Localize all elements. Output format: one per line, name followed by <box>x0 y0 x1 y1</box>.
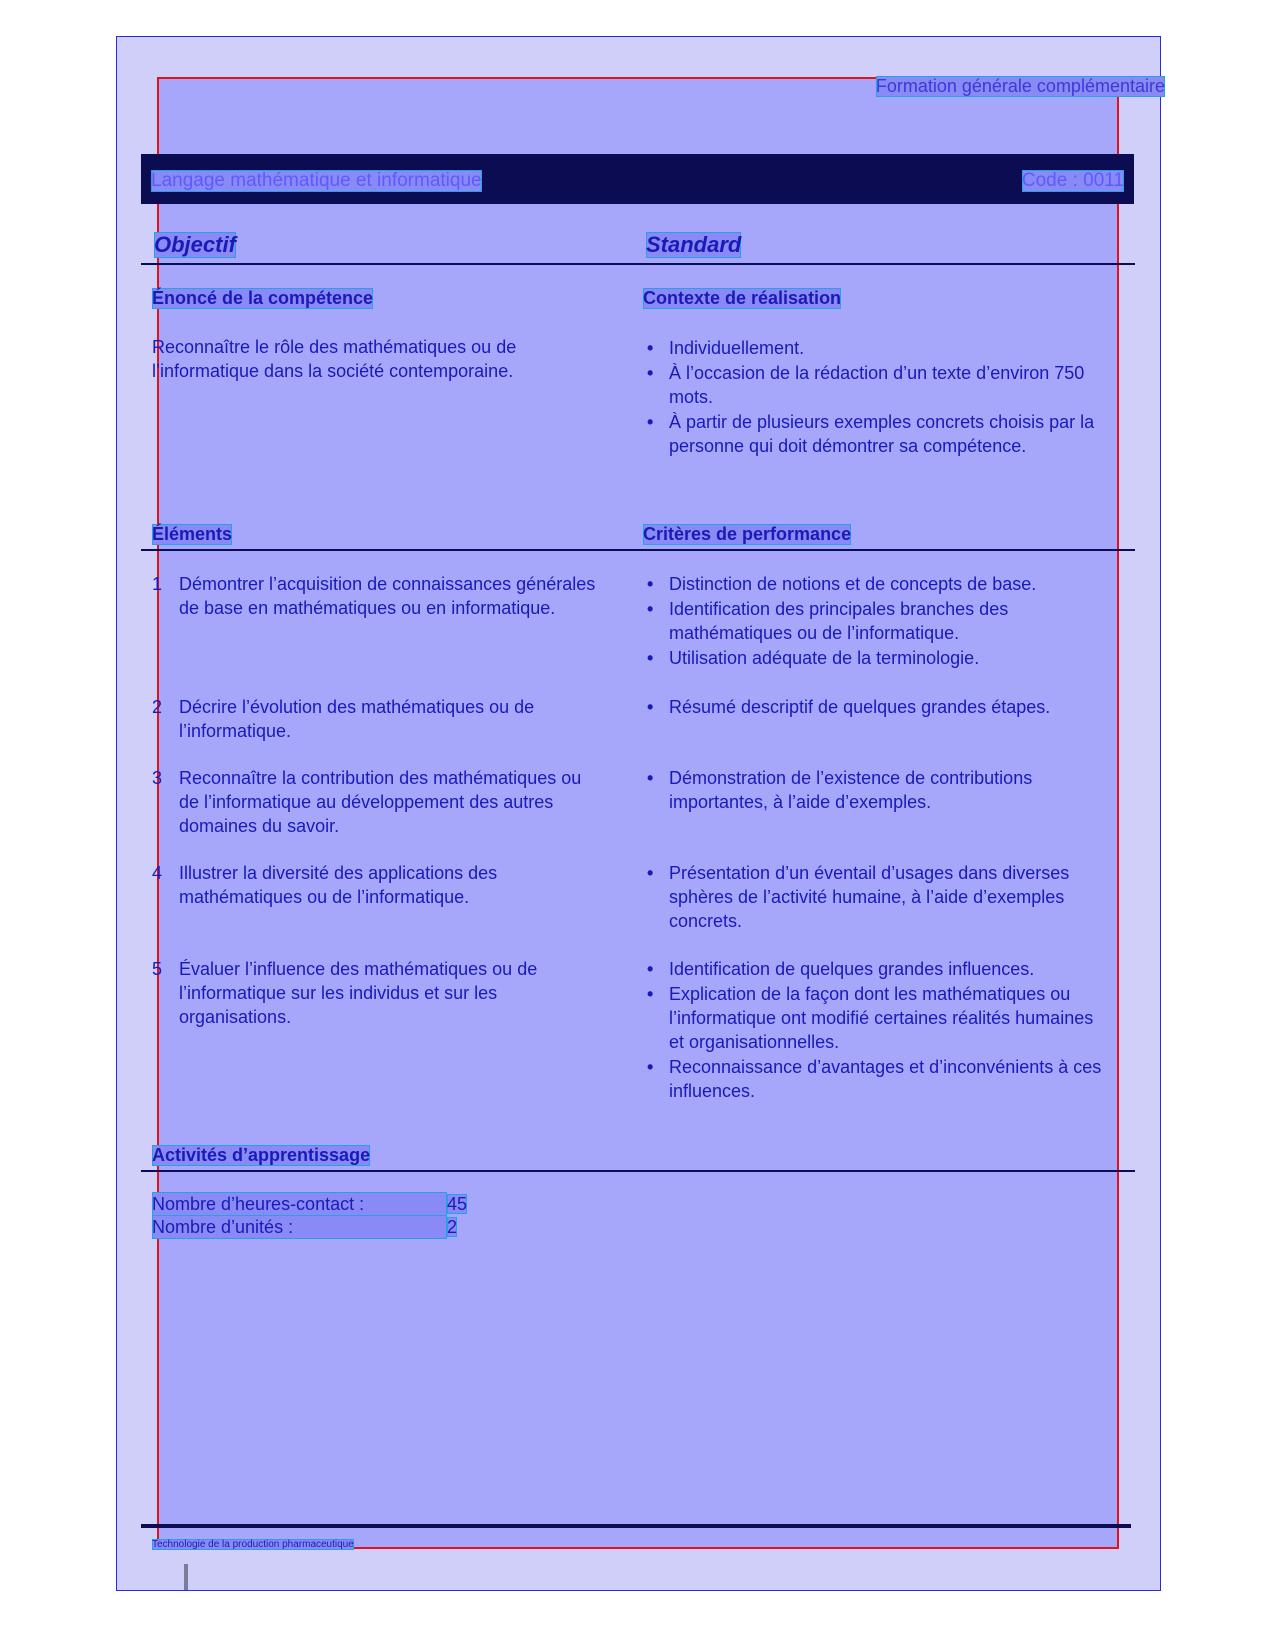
criteria-item: • Utilisation adéquate de la terminologie. <box>647 646 1107 670</box>
objectif-heading: Objectif <box>154 232 236 257</box>
contexte-item: • À partir de plusieurs exemples concrets choisis par la personne qui doit démontrer sa compétence. <box>647 410 1107 458</box>
contexte-item: • Individuellement. <box>647 336 1107 360</box>
contexte-list <box>647 336 1107 459</box>
criteria-item: • Présentation d’un éventail d’usages dans diverses sphères de l’activité humaine, à l’aide d’exemples concrets. <box>647 861 1107 933</box>
criteres-heading: Critères de performance <box>643 524 852 544</box>
units-label: Nombre d’unités : <box>152 1215 447 1239</box>
program-label: Formation générale complémentaire <box>875 76 1165 96</box>
element-text: Évaluer l’influence des mathématiques ou de l’informatique sur les individus et sur les organisations. <box>179 959 538 1027</box>
standard-heading: Standard <box>646 232 742 257</box>
element-item <box>152 957 602 1029</box>
element-item <box>152 861 602 909</box>
course-code: Code : 0011 <box>1021 170 1124 191</box>
criteria-list <box>647 957 1107 1104</box>
element-text: Décrire l’évolution des mathématiques ou de l’informatique. <box>179 697 535 741</box>
criteria-list <box>647 572 1107 671</box>
criteria-item: • Démonstration de l’existence de contributions importantes, à l’aide d’exemples. <box>647 766 1107 814</box>
element-text: Illustrer la diversité des applications des mathématiques ou de l’informatique. <box>179 863 498 907</box>
criteria-item: • Identification des principales branches des mathématiques ou de l’informatique. <box>647 597 1107 645</box>
element-number: 5 <box>152 959 163 979</box>
element-number: 3 <box>152 768 163 788</box>
element-text: Reconnaître la contribution des mathématiques ou de l’informatique au développement des autres domaines du savoir. <box>179 768 582 836</box>
element-item <box>152 766 602 838</box>
text-cursor <box>184 1564 188 1590</box>
title-bar <box>141 154 1134 204</box>
competence-text: Reconnaître le rôle des mathématiques ou de l’informatique dans la société contemporaine. <box>152 337 517 381</box>
element-item <box>152 572 602 620</box>
element-number: 2 <box>152 697 163 717</box>
criteria-item: • Résumé descriptif de quelques grandes étapes. <box>647 695 1107 719</box>
criteria-item: • Distinction de notions et de concepts de base. <box>647 572 1107 596</box>
divider-1 <box>141 263 1135 265</box>
criteria-list <box>647 766 1107 815</box>
units-value: 2 <box>447 1217 458 1237</box>
criteria-list <box>647 695 1107 720</box>
course-title: Langage mathématique et informatique <box>151 170 482 191</box>
units-row <box>152 1215 457 1239</box>
competence-heading: Énoncé de la compétence <box>152 288 374 308</box>
contexte-heading: Contexte de réalisation <box>643 288 842 308</box>
hours-label: Nombre d’heures-contact : <box>152 1192 447 1216</box>
criteria-item: • Explication de la façon dont les mathématiques ou l’informatique ont modifié certaines réalités humaines et organisationnelles. <box>647 982 1107 1054</box>
activites-heading: Activités d’apprentissage <box>152 1145 371 1165</box>
element-number: 1 <box>152 574 163 594</box>
elements-heading: Éléments <box>152 524 233 544</box>
divider-2 <box>141 549 1135 551</box>
criteria-item: • Identification de quelques grandes influences. <box>647 957 1107 981</box>
element-item <box>152 695 602 743</box>
contexte-item: • À l’occasion de la rédaction d’un texte d’environ 750 mots. <box>647 361 1107 409</box>
footer-divider <box>141 1524 1131 1528</box>
element-number: 4 <box>152 863 163 883</box>
criteria-list <box>647 861 1107 934</box>
hours-value: 45 <box>447 1194 468 1214</box>
criteria-item: • Reconnaissance d’avantages et d’inconvénients à ces influences. <box>647 1055 1107 1103</box>
footer-text: Technologie de la production pharmaceutique <box>152 1539 354 1550</box>
divider-3 <box>141 1170 1135 1172</box>
element-text: Démontrer l’acquisition de connaissances générales de base en mathématiques ou en informatique. <box>179 574 596 618</box>
hours-row <box>152 1192 467 1216</box>
